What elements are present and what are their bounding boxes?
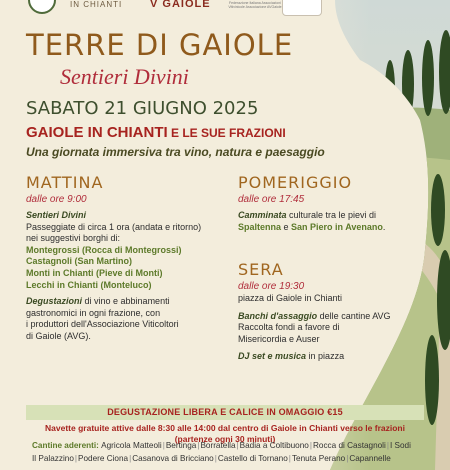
sera-stalls-title: Banchi d'assaggio: [238, 310, 318, 321]
winery-item: Il Palazzino: [32, 453, 74, 463]
mattina-time: dalle ore 9:00: [26, 194, 87, 205]
mattina-tasting-text-1: di vino e abbinamenti: [82, 296, 170, 307]
winery-item: Rocca di Castagnoli: [313, 441, 386, 450]
mattina-walk-text-1: Passeggiate di circa 1 ora (andata e ritorno): [26, 221, 202, 232]
sera-stalls-text: delle cantine AVG: [317, 310, 391, 321]
mattina-details: [26, 210, 236, 343]
pomeriggio-place-2: San Piero in Avenano: [291, 221, 383, 232]
village-item: Castagnoli (San Martino): [26, 256, 133, 267]
mattina-heading: MATTINA: [26, 173, 104, 192]
sera-location: piazza di Gaiole in Chianti: [238, 293, 343, 303]
event-place: [26, 124, 286, 141]
winery-item: Capannelle: [349, 453, 391, 463]
place-rest: E LE SUE FRAZIONI: [167, 126, 286, 140]
sera-fundraise-1: Raccolta fondi a favore di: [238, 322, 340, 333]
winery-item: Borratella: [200, 441, 236, 450]
winery-item: Bertinga: [165, 441, 197, 450]
event-date: SABATO 21 GIUGNO 2025: [26, 98, 259, 119]
village-item: Lecchi in Chianti (Monteluco): [26, 279, 152, 290]
event-tagline: Una giornata immersiva tra vino, natura e paesaggio: [26, 145, 325, 159]
pomeriggio-time: dalle ore 17:45: [238, 194, 305, 205]
pomeriggio-end: .: [382, 221, 386, 232]
winery-item: Podere Ciona: [78, 453, 129, 463]
sera-dj-title: DJ set e musica: [238, 351, 307, 362]
logo-federation-text: Federazione Italiana Associazioni Vitivinicole Associazione AVGaiole: [228, 1, 282, 9]
price-banner: DEGUSTAZIONE LIBERA E CALICE IN OMAGGIO €15: [26, 405, 424, 420]
mattina-tasting-text-3: i produttori dell'Associazione Viticoltori: [26, 319, 179, 330]
mattina-tasting-title: Degustazioni: [26, 296, 83, 307]
pomeriggio-heading: POMERIGGIO: [238, 173, 353, 192]
sera-fundraise-2: Misericordia e Auser: [238, 333, 320, 344]
mattina-walk-title: Sentieri Divini: [26, 210, 87, 220]
winery-item: Casanova di Bricciano: [132, 453, 214, 463]
winery-item: I Sodi: [389, 441, 411, 450]
tree-logo-icon: [282, 0, 322, 16]
sera-time: dalle ore 19:30: [238, 281, 305, 292]
event-title: TERRE DI GAIOLE: [26, 28, 294, 62]
sera-details: [238, 293, 438, 363]
mattina-walk-text-2: nei suggestivi borghi di:: [26, 233, 121, 244]
shuttle-line-1: Navette gratuite attive dalle 8:30 alle 14:00 dal centro di Gaiole in Chianti verso le frazioni: [45, 423, 405, 433]
winery-item: Badia a Coltibuono: [239, 441, 309, 450]
winery-item: Tenuta Perano: [291, 453, 346, 463]
mattina-tasting-text-2: gastronomici in ogni frazione, con: [26, 307, 161, 318]
event-subtitle: Sentieri Divini: [60, 64, 189, 89]
logo-in-chianti: IN CHIANTI: [70, 0, 123, 9]
pomeriggio-place-1: Spaltenna: [238, 221, 282, 232]
pomeriggio-walk-text: culturale tra le pievi di: [286, 210, 377, 220]
sponsor-logos: [0, 0, 450, 18]
participating-wineries: Cantine aderenti: Agricola Matteoli|Bertinga|Borratella|Badia a Coltibuono|Rocca di Castagnoli|I Sodi Il Palazzino|Podere Ciona|Casanova di Bricciano|Castello di Tornano|Tenuta Perano|Capannelle: [32, 441, 411, 463]
sera-heading: SERA: [238, 260, 284, 279]
winery-item: Agricola Matteoli: [101, 441, 162, 450]
wineries-label: Cantine aderenti:: [32, 441, 102, 450]
pomeriggio-details: [238, 210, 438, 233]
winery-item: Castello di Tornano: [217, 453, 288, 463]
pomeriggio-connector: e: [281, 221, 292, 232]
place-main: GAIOLE IN CHIANTI: [26, 124, 168, 141]
mattina-tasting-text-4: di Gaiole (AVG).: [26, 330, 91, 341]
municipality-crest-icon: [28, 0, 56, 14]
village-item: Monti in Chianti (Pieve di Monti): [26, 267, 163, 278]
shuttle-line-2: (partenze ogni 30 minuti): [174, 433, 276, 444]
village-item: Montegrossi (Rocca di Montegrossi): [26, 244, 182, 255]
pomeriggio-walk-title: Camminata: [238, 210, 287, 220]
sera-dj-text: in piazza: [306, 351, 345, 362]
logo-gaiole: V GAIOLE: [150, 0, 211, 10]
